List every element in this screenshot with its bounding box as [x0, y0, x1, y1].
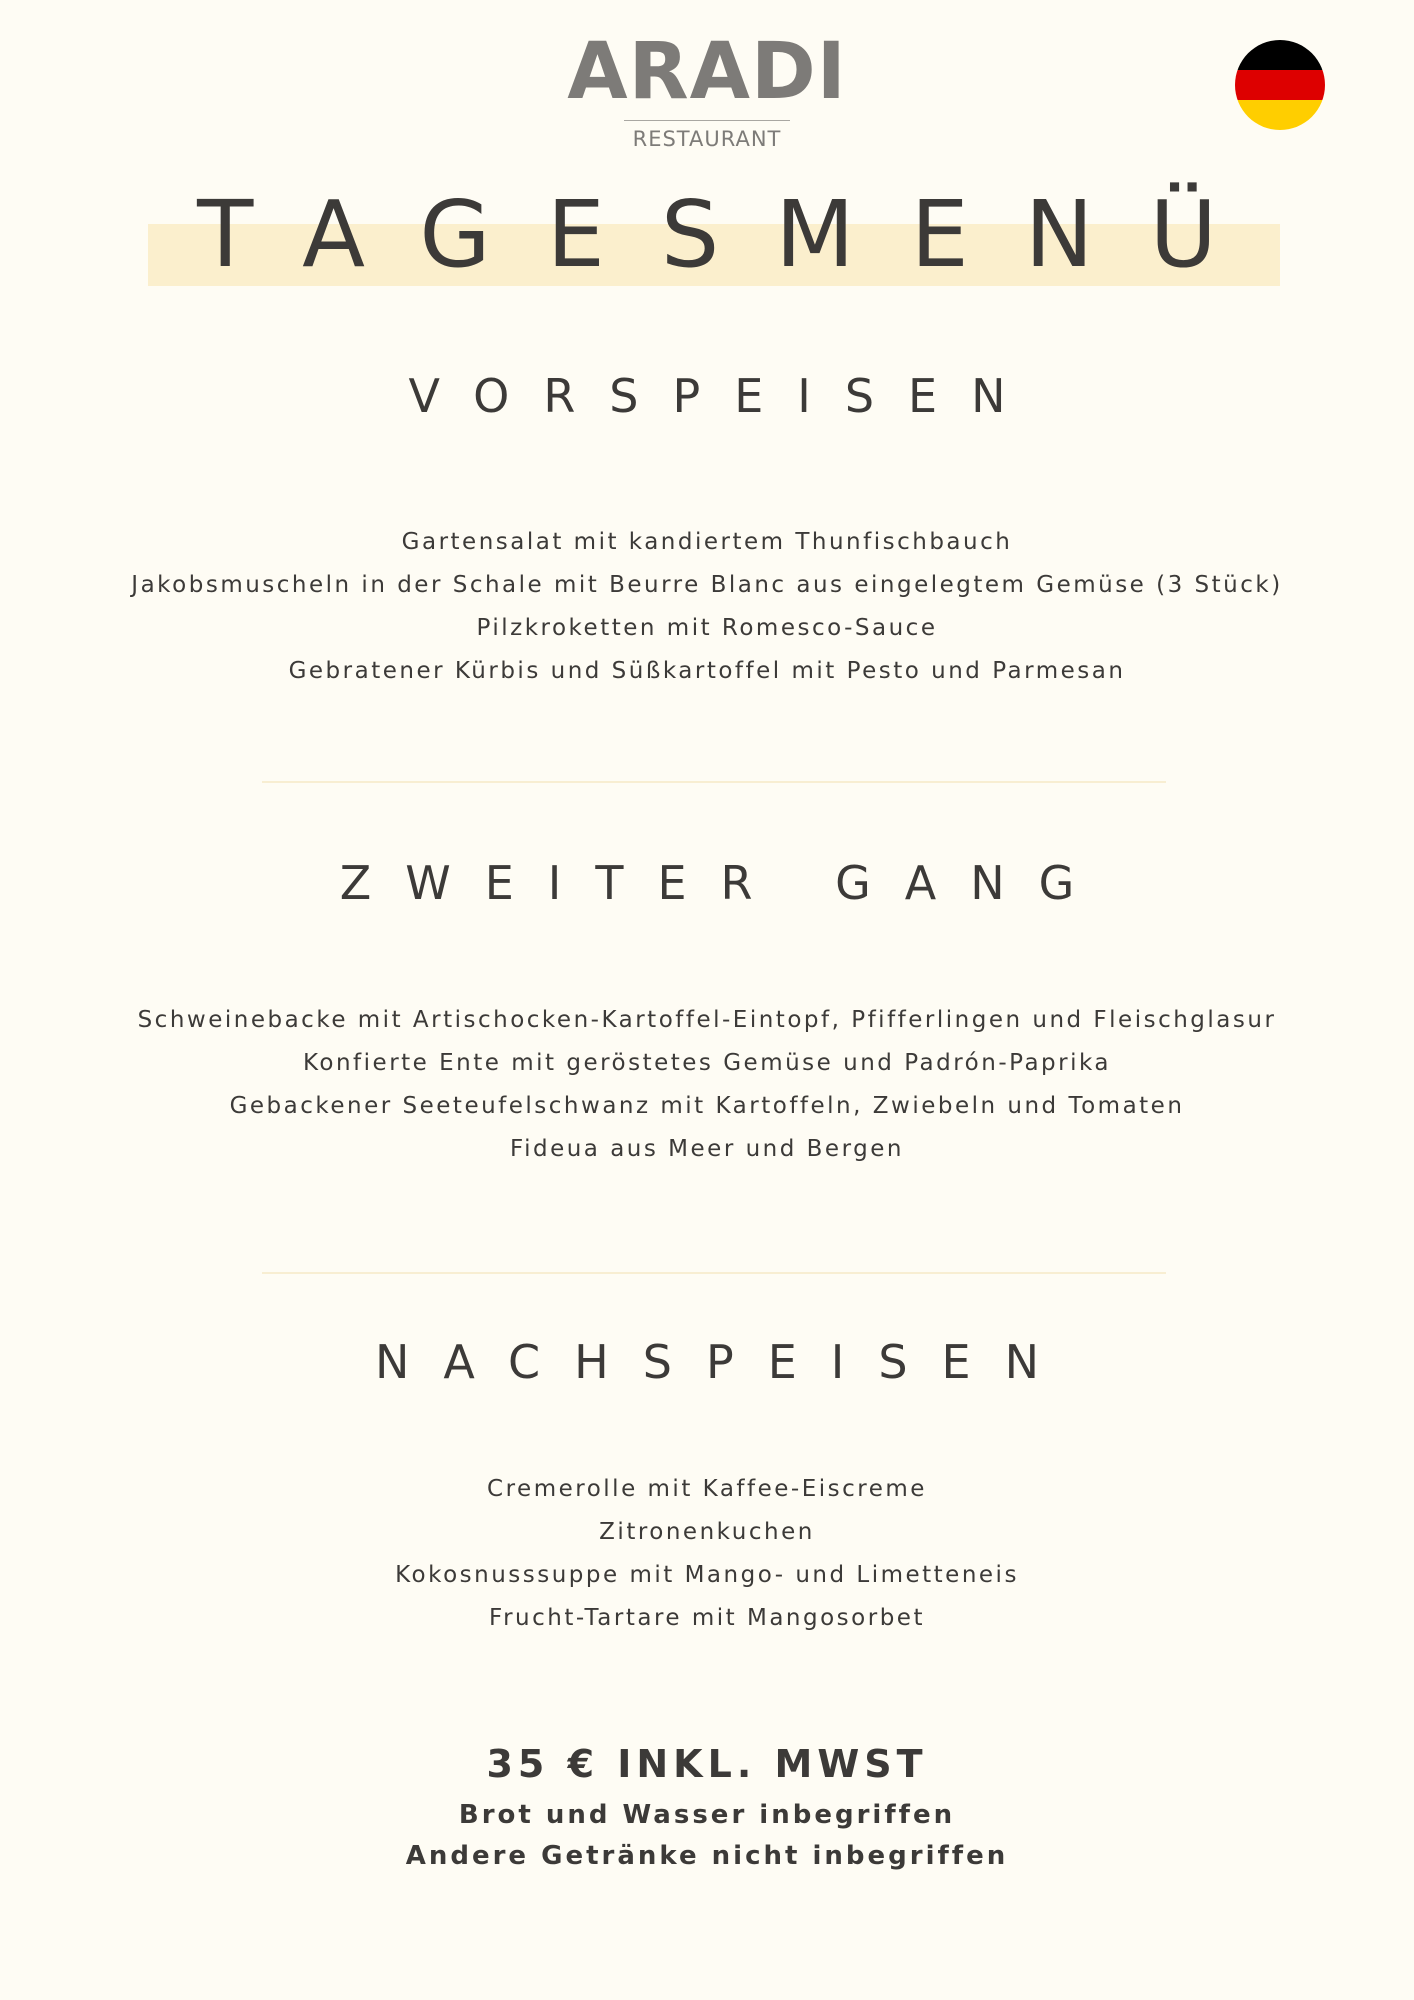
germany-flag-icon[interactable] [1235, 40, 1325, 130]
logo-subtitle: RESTAURANT [632, 127, 782, 151]
price-note-bread-water: Brot und Wasser inbegriffen [458, 1800, 956, 1830]
menu-item: Zitronenkuchen [599, 1519, 815, 1545]
logo-name: ARADI [567, 27, 847, 117]
vorspeisen-list [0, 521, 1414, 693]
menu-item: Gebratener Kürbis und Süßkartoffel mit Pesto und Parmesan [288, 658, 1126, 684]
menu-item: Frucht-Tartare mit Mangosorbet [489, 1605, 925, 1631]
menu-item: Jakobsmuscheln in der Schale mit Beurre Blanc aus eingelegtem Gemüse (3 Stück) [131, 572, 1283, 598]
price-note-drinks: Andere Getränke nicht inbegriffen [405, 1841, 1009, 1871]
page-title: TAGESMENÜ [197, 181, 1273, 288]
menu-item: Gebackener Seeteufelschwanz mit Kartoffeln, Zwiebeln und Tomaten [229, 1093, 1185, 1119]
menu-item: Fideua aus Meer und Bergen [510, 1136, 904, 1162]
restaurant-logo [0, 27, 1414, 151]
flag-stripe-red [1235, 70, 1325, 100]
menu-item: Gartensalat mit kandiertem Thunfischbauch [401, 529, 1013, 555]
nachspeisen-list [0, 1468, 1414, 1640]
menu-item: Cremerolle mit Kaffee-Eiscreme [487, 1476, 927, 1502]
menu-item: Konfierte Ente mit geröstetes Gemüse und Padrón-Paprika [302, 1050, 1112, 1076]
section-divider [262, 1272, 1166, 1274]
menu-item: Kokosnusssuppe mit Mango- und Limetteneis [395, 1562, 1019, 1588]
section-divider [262, 781, 1166, 783]
menu-item: Pilzkroketten mit Romesco-Sauce [476, 615, 938, 641]
menu-item: Schweinebacke mit Artischocken-Kartoffel-Eintopf, Pfifferlingen und Fleischglasur [137, 1007, 1277, 1033]
zweiter-gang-list [0, 999, 1414, 1171]
section-heading-nachspeisen: NACHSPEISEN [374, 1335, 1074, 1389]
section-heading-vorspeisen: VORSPEISEN [408, 369, 1040, 423]
menu-price: 35 € INKL. MWST [486, 1742, 928, 1786]
section-heading-zweiter-gang: ZWEITER GANG [339, 856, 1109, 910]
logo-rule [624, 120, 790, 121]
